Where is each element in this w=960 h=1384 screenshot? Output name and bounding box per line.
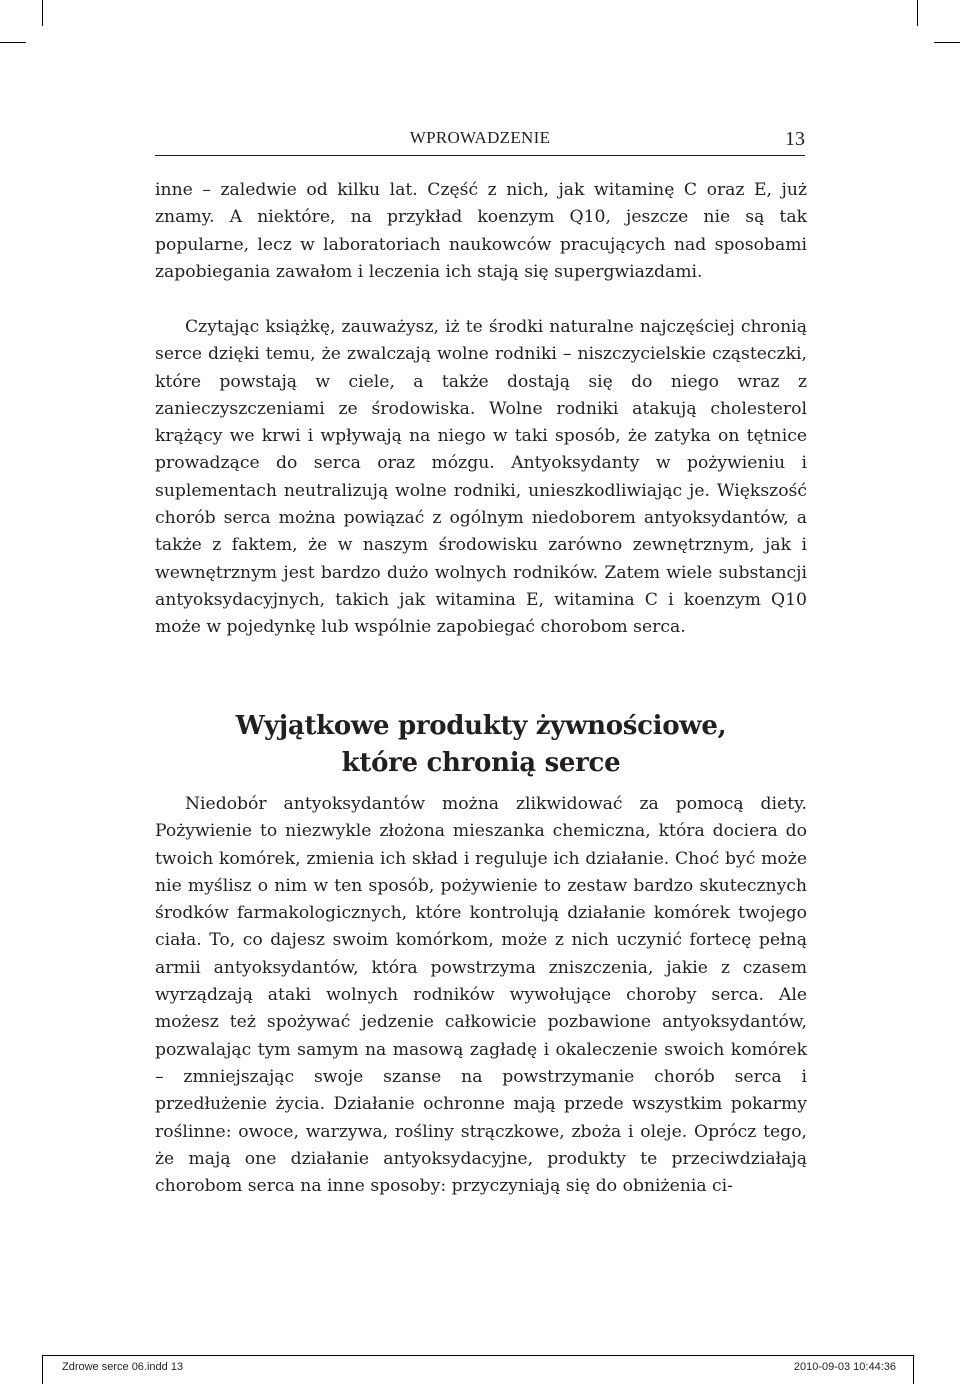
slug-timestamp: 2010-09-03 10:44:36: [793, 1361, 896, 1373]
page-number: 13: [785, 128, 805, 150]
slug-file-name: Zdrowe serce 06.indd 13: [62, 1361, 184, 1373]
slug-divider-left: [42, 1356, 43, 1384]
body-paragraph-2: Czytając książkę, zauważysz, iż te środki naturalne najczęściej chronią serce dzięki temu, że zwalczają wolne rodniki – niszczycielskie cząsteczki, które powstają w ciele, a także dostają się do niego wraz z zanieczyszczeniami ze środowiska. Wolne rodniki atakują cholesterol krążący we krwi i wpływają na niego w taki sposób, że zatyka on tętnice prowadzące do serca oraz mózgu. Antyoksydanty w pożywieniu i suplementach neutralizują wolne rodniki, unieszkodliwiając je. Większość chorób serca można powiązać z ogólnym niedoborem antyoksydantów, a także z faktem, że w naszym środowisku zarówno zewnętrznym, jak i wewnętrznym jest bardzo dużo wolnych rodników. Zatem wiele substancji antyoksydacyjnych, takich jak witamina E, witamina C i koenzym Q10 może w pojedynkę lub wspólnie zapobiegać chorobom serca.: [155, 317, 807, 638]
crop-mark-top-right-horizontal: [934, 42, 960, 43]
running-head: [155, 126, 805, 154]
crop-mark-top-right: [917, 0, 918, 26]
section-heading-line-2: które chronią serce: [341, 748, 621, 778]
section-heading-line-1: Wyjątkowe produkty żywnościowe,: [235, 711, 727, 741]
body-paragraph-1: inne – zaledwie od kilku lat. Część z nich, jak witaminę C oraz E, już znamy. A niektóre, na przykład koenzym Q10, jeszcze nie są tak popularne, lecz w laboratoriach naukowców pracujących nad sposobami zapobiegania zawałom i leczenia ich stają się supergwiazdami.: [155, 180, 807, 282]
slug-divider-right: [913, 1356, 914, 1384]
section-heading: [155, 708, 807, 782]
crop-mark-top-left-horizontal: [0, 42, 26, 43]
crop-mark-top-left: [42, 0, 43, 26]
running-title: WPROWADZENIE: [409, 128, 551, 147]
body-paragraph-3: Niedobór antyoksydantów można zlikwidować za pomocą diety. Pożywienie to niezwykle złożona mieszanka chemiczna, która dociera do twoich komórek, zmienia ich skład i reguluje ich działanie. Choć być może nie myślisz o nim w ten sposób, pożywienie to zestaw bardzo skutecznych środków farmakologicznych, które kontrolują działanie komórek twojego ciała. To, co dajesz swoim komórkom, może z nich uczynić fortecę pełną armii antyoksydantów, która powstrzyma zniszczenia, jakie z czasem wyrządzają ataki wolnych rodników wywołujące choroby serca. Ale możesz też spożywać jedzenie całkowicie pozbawione antyoksydantów, pozwalając tym samym na masową zagładę i okaleczenie swoich komórek – zmniejszając swoje szanse na powstrzymanie chorób serca i przedłużenie życia. Działanie ochronne mają przede wszystkim pokarmy roślinne: owoce, warzywa, rośliny strączkowe, zboża i oleje. Oprócz tego, że mają one działanie antyoksydacyjne, produkty te przeciwdziałają chorobom serca na inne sposoby: przyczyniają się do obniżenia ci-: [155, 794, 807, 1197]
header-rule: [155, 155, 805, 156]
